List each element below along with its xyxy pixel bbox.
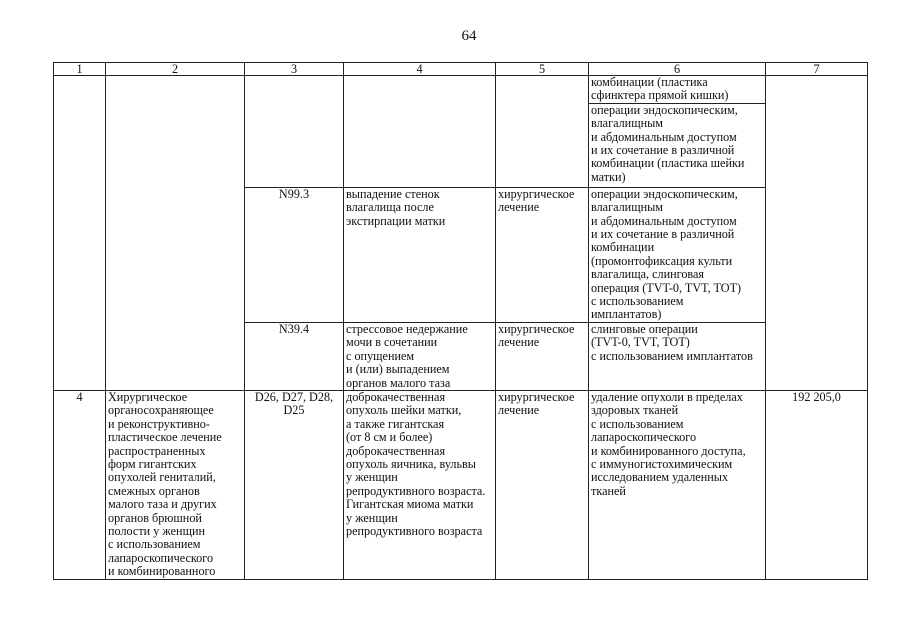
header-col-6: 6 — [589, 63, 766, 76]
cell-method: удаление опухоли в пределах здоровых тканей с использованием лапароскопического и комбинированного доступа, с иммуногистохимическим исследованием удаленных тканей — [589, 390, 766, 579]
cell-diagnosis: выпадение стенок влагалища после экстирпации матки — [344, 187, 496, 322]
cell-icd-code: N99.3 — [245, 187, 344, 322]
cell-number — [54, 76, 106, 391]
cell-number: 4 — [54, 390, 106, 579]
services-table — [53, 62, 868, 580]
cell-icd-code — [245, 76, 344, 188]
header-row — [54, 63, 868, 76]
header-col-1: 1 — [54, 63, 106, 76]
header-col-5: 5 — [496, 63, 589, 76]
cell-cost: 192 205,0 — [766, 390, 868, 579]
table-row — [54, 76, 868, 104]
cell-method: комбинации (пластика сфинктера прямой кишки) — [589, 76, 766, 104]
cell-treatment-type: хирургическое лечение — [496, 187, 589, 322]
header-col-3: 3 — [245, 63, 344, 76]
header-col-4: 4 — [344, 63, 496, 76]
cell-method: операции эндоскопическим, влагалищным и абдоминальным доступом и их сочетание в различной комбинации (промонтофиксация культи влагалища, слинговая операция (TVT-0, TVT, TOT) с использованием имплантатов) — [589, 187, 766, 322]
header-col-7: 7 — [766, 63, 868, 76]
page-number: 64 — [461, 28, 477, 44]
cell-treatment-type: хирургическое лечение — [496, 322, 589, 390]
cell-icd-code: N39.4 — [245, 322, 344, 390]
cell-care-type — [106, 76, 245, 391]
cell-method: операции эндоскопическим, влагалищным и абдоминальным доступом и их сочетание в различной комбинации (пластика шейки матки) — [589, 103, 766, 187]
cell-treatment-type: хирургическое лечение — [496, 390, 589, 579]
cell-diagnosis — [344, 76, 496, 188]
table-row — [54, 390, 868, 579]
cell-icd-code: D26, D27, D28, D25 — [245, 390, 344, 579]
cell-treatment-type — [496, 76, 589, 188]
cell-care-type: Хирургическое органосохраняющее и реконструктивно- пластическое лечение распространенных форм гигантских опухолей гениталий, смежных органов малого таза и других органов брюшной полости у женщин с использованием лапароскопического и комбинированного — [106, 390, 245, 579]
header-col-2: 2 — [106, 63, 245, 76]
cell-diagnosis: стрессовое недержание мочи в сочетании с опущением и (или) выпадением органов малого таза — [344, 322, 496, 390]
cell-cost — [766, 76, 868, 391]
cell-diagnosis: доброкачественная опухоль шейки матки, а также гигантская (от 8 см и более) доброкачественная опухоль яичника, вульвы у женщин репродуктивного возраста. Гигантская миома матки у женщин репродуктивного возраста — [344, 390, 496, 579]
cell-method: слинговые операции (TVT-0, TVT, TOT) с использованием имплантатов — [589, 322, 766, 390]
